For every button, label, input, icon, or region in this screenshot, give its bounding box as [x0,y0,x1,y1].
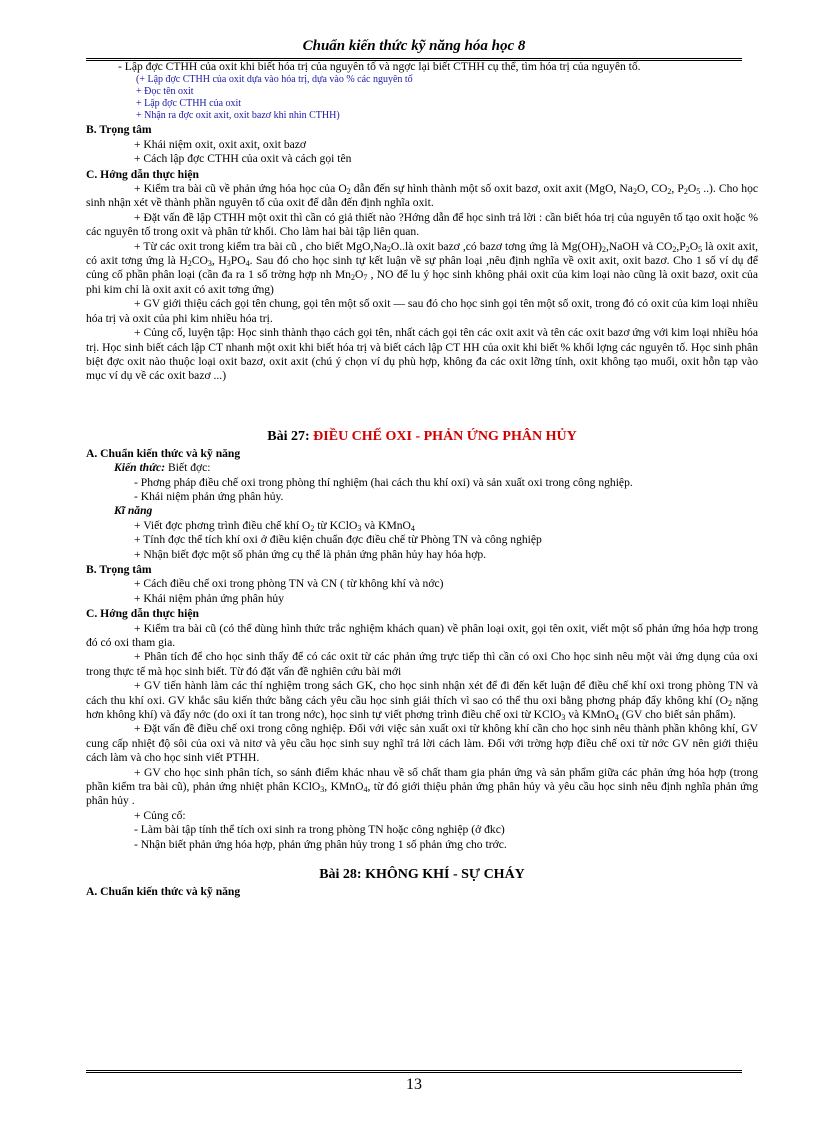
guide-paragraph: + GV giới thiệu cách gọi tên chung, gọi tên một số oxit — sau đó cho học sinh gọi tên một số oxit, trong đó có oxit của kim loại nhiều hóa trị và oxit của phi kim nhiều hóa trị. [86,297,758,325]
guide-item: - Làm bài tập tính thể tích oxi sinh ra trong phòng TN hoặc công nghiệp (ở đkc) [134,823,505,837]
guide-paragraph: + Đặt vấn đề lập CTHH một oxit thì cần có giả thiết nào ?Hớng dẫn để học sinh trả lời : cần biết hóa trị của nguyên tố tạo oxit hoặc % các nguyên tố trong oxit và phân tử khối. Cho làm hai bài tập liên quan. [86,210,758,239]
lesson-27-b-heading: B. Trọng tâm [86,562,152,576]
note-line: + Đọc tên oxit [136,86,194,98]
lesson-27-title: Bài 27: ĐIỀU CHẾ OXI - PHẢN ỨNG PHÂN HỦY [267,428,577,444]
knowledge-item: - Khái niệm phản ứng phân hủy. [134,489,284,503]
lesson-28-title: Bài 28: KHÔNG KHÍ - SỰ CHÁY [319,867,525,883]
note-line: (+ Lập đợc CTHH của oxit dựa vào hóa trị, dựa vào % các nguyên tố [136,74,413,86]
page-number: 13 [406,1076,422,1093]
guide-paragraph: + GV tiến hành làm các thí nghiệm trong sách GK, cho học sinh nhận xét để đi đến kết luận để điều chế khí oxi trong phòng TN và cách thu khí oxi. GV khắc sâu kiến thức bằng cách yêu cầu học sinh giải thích vì sao có thể thu oxi bằng phơng pháp đẩy không khí ($O_2$ nặng hơn không khí) và đẩy nớc (do oxi ít tan trong nớc), học sinh tự viết phơng trình điều chế oxi từ KClO$_3$ và KMnO$_4$ (GV cho biết sản phẩm). [86,679,759,723]
guide-paragraph: + GV cho học sinh phân tích, so sánh điểm khác nhau về số chất tham gia phản ứng và sản phẩm giữa các phản ứng hóa hợp (trong phần kiểm tra bài cũ), phản ứng nhiệt phân KClO$_3$, KMnO$_4$, từ đó giới thiệu phản ứng phân hủy và yêu cầu học sinh nêu định nghĩa phản ứng phân hủy . [86,765,758,808]
guide-paragraph: + Kiểm tra bài cũ về phản ứng hóa học của $O_2$ dẫn đến sự hình thành một số oxit bazơ, oxit axit (MgO, $Na_2O$, $CO_2$, $P_2O_5$ ..). Cho học sinh nhận xét về thành phần nguyên tố của oxit để dẫn đến định nghĩa oxit. [86,182,759,210]
guide-paragraph: + Từ các oxit trong kiểm tra bài cũ , cho biết $MgO,Na_2O..là$ oxit bazơ ,có bazơ tơng ứng là $Mg(OH)_2,NaOH$ và $CO_2,P_2O_5$ là oxit axit, có axit tơng ứng là $H_2CO_3$, $H_3PO_4$. Sau đó cho học sinh tự kết luận về sự phân loại ,nêu định nghĩa về oxit axit, oxit bazơ. Cho 1 số ví dụ để củng cố phần phân loại (cần đa ra 1 số trờng hợp nh $Mn_2O_7$ , NO để lu ý học sinh không phải oxit của kim loại nào cũng là oxit bazơ, oxit của phi kim chỉ là oxit axit có axit tơng ứng) [86,239,758,296]
footer-rule [86,1070,742,1073]
guide-paragraph: + Củng cố, luyện tập: Học sinh thành thạo cách gọi tên, nhất cách gọi tên các oxit axit và tên các oxit bazơ ứng với kim loại nhiều hóa trị. Học sinh biết cách lập CT nhanh một oxit khi biết hóa trị và biết cách lập CT HH của oxit khi biết % khối lợng các nguyên tố. Học sinh phân biệt đợc oxit nào thuộc loại oxit bazơ, oxit axit (chú ý chọn ví dụ phù hợp, không đa các oxit lỡng tính, oxit không tạo muối, oxit hỗn tạp vào mục ví dụ về các oxit bazơ ...) [86,326,758,383]
lesson-28-a-heading: A. Chuẩn kiến thức và kỹ năng [86,885,241,899]
skill-item: + Viết đợc phơng trình điều chế khí $O_2$ từ KClO$_3$ và KMnO$_4$ [134,518,415,533]
guide-paragraph: + Phân tích để cho học sinh thấy để có các oxit từ các phản ứng trực tiếp thì cần có oxi Cho học sinh nêu một vài ứng dụng của oxi trong thực tế mà học sinh biết. Từ đó đặt vấn đề nghiên cứu bài mới [86,650,758,678]
skill-line: - Lập đợc CTHH của oxit khi biết hóa trị của nguyên tố và ngợc lại biết CTHH cụ thể, tìm hóa trị của nguyên tố. [118,60,641,73]
skill-item: + Nhận biết đợc một số phản ứng cụ thể là phản ứng phân hủy hay hóa hợp. [134,547,487,561]
lesson-27-c-heading: C. Hớng dẫn thực hiện [86,607,199,621]
skills-label: Kĩ năng [114,504,153,518]
note-line: + Nhận ra đợc oxit axit, oxit bazơ khi nhìn CTHH) [136,110,340,122]
note-line: + Lập đợc CTHH của oxit [136,98,242,110]
focus-heading: B. Trọng tâm [86,123,152,137]
skill-item: + Tính đợc thể tích khí oxi ở điều kiện chuẩn đợc điều chế từ Phòng TN và công nghiệp [134,533,542,547]
lesson-27-a-heading: A. Chuẩn kiến thức và kỹ năng [86,446,241,460]
page-content [86,60,758,900]
page-header-title: Chuẩn kiến thức kỹ năng hóa học 8 [302,38,526,54]
knowledge-item: - Phơng pháp điều chế oxi trong phòng thí nghiệm (hai cách thu khí oxi) và sản xuất oxi trong công nghiệp. [134,475,633,489]
focus-item: + Khái niệm phản ứng phân hủy [134,591,284,605]
guide-paragraph: + Kiểm tra bài cũ (có thể dùng hình thức trắc nghiệm khách quan) về phân loại oxit, gọi tên oxit, viết một số phản ứng hóa hợp trong đó có oxi tham gia. [86,621,758,649]
guide-item: + Củng cố: [134,808,186,822]
focus-item: + Khái niệm oxit, oxit axit, oxit bazơ [134,137,307,151]
guide-paragraph: + Đặt vấn đề điều chế oxi trong công nghiệp. Đối với việc sản xuất oxi từ không khí cần cho học sinh nêu thành phần không khí, GV cung cấp nhiệt độ sôi của oxi và nitơ và yêu cầu học sinh suy nghĩ trả lời cách làm. Đối với trờng hợp điều chế oxi từ nớc GV nên giới thiệu cách làm và cho học sinh viết PTHH. [86,722,758,765]
notes-block [86,74,758,122]
guide-heading: C. Hớng dẫn thực hiện [86,167,199,181]
focus-item: + Cách lập đợc CTHH của oxit và cách gọi tên [134,152,352,166]
guide-item: - Nhận biết phản ứng hóa hợp, phản ứng phân hủy trong 1 số phản ứng cho trớc. [134,837,507,851]
focus-item: + Cách điều chế oxi trong phòng TN và CN ( từ không khí và nớc) [134,577,444,591]
knowledge-line: Kiến thức: Biết đợc: [114,461,211,475]
